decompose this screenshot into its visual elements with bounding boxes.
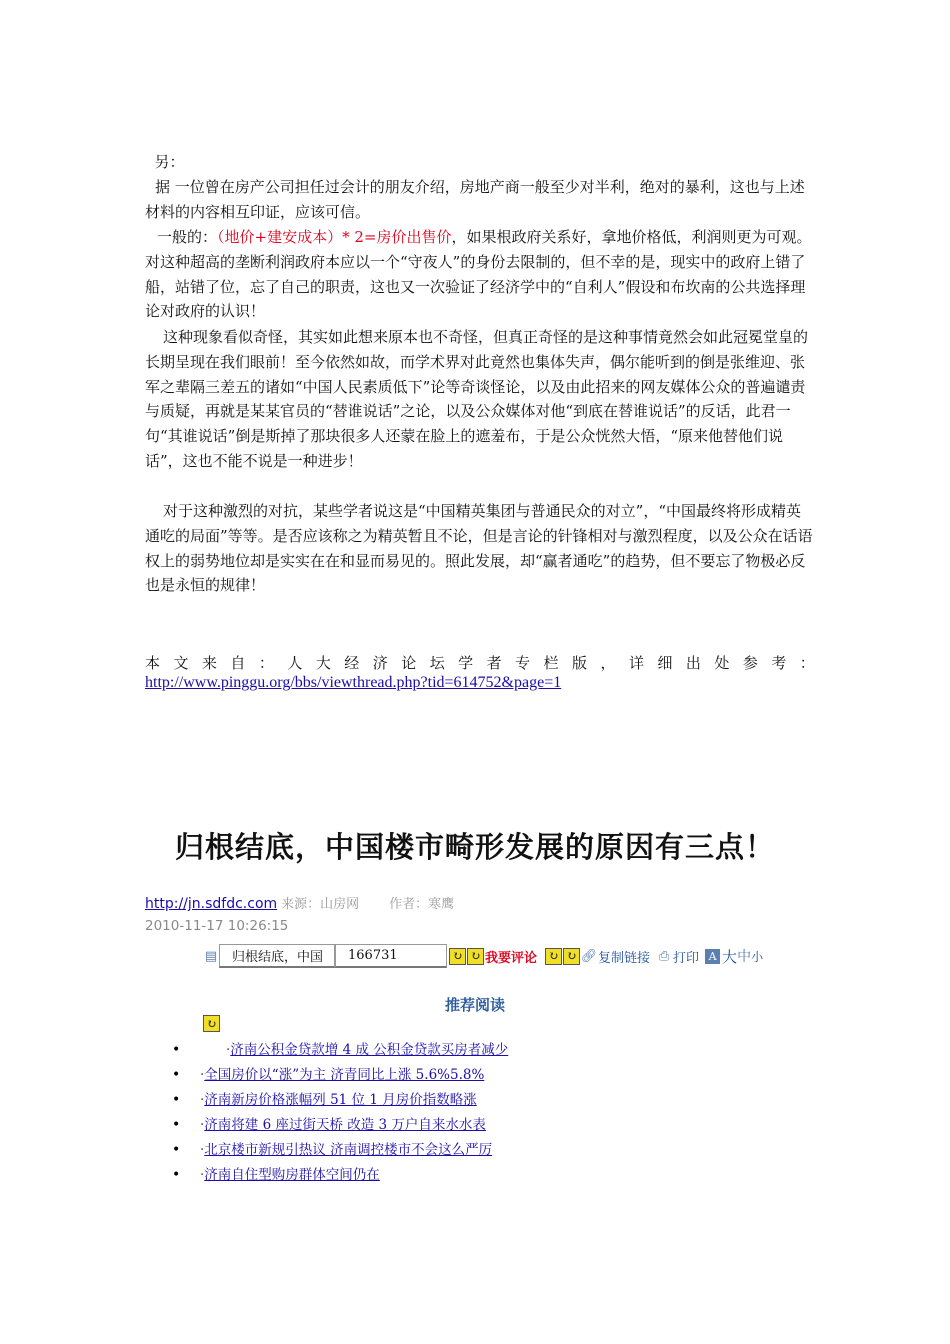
post-comment-link[interactable]: 我要评论 <box>485 950 538 966</box>
formula-red: （地价+建安成本）* 2=房价出售价 <box>217 228 452 246</box>
broken-image-icon: ↻ <box>203 1015 220 1032</box>
para-phenomenon: 这种现象看似奇怪，其实如此想来原本也不奇怪，但真正奇怪的是这种事情竟然会如此冠冕堂皇的长期呈现在我们眼前！至今依然如故，而学术界对此竟然也集体失声，偶尔能听到的倒是张维迎、张军之辈隔三差五的诸如“中国人民素质低下”论等奇谈怪论，以及由此招来的网友媒体公众的普遍谴责与质疑，再就是某某官员的“替谁说话”之论，以及公众媒体对他“到底在替谁说话”的反话，此君一句“其谁说话”倒是斯掉了那块很多人还蒙在脸上的遮羞布，于是公众恍然大悟，“原来他替他们说话”，这也不能不说是一种进步！ <box>145 328 809 470</box>
bullet-icon: • <box>172 1167 181 1183</box>
font-large-button[interactable]: 大 <box>722 947 738 966</box>
source-char: 自 <box>230 654 246 672</box>
formula-lead: 一般的： <box>157 228 218 246</box>
broken-image-icon: ↻ <box>449 948 466 965</box>
source-char: ： <box>799 654 815 672</box>
source-char: ， <box>600 654 616 672</box>
source-char: 坛 <box>429 654 445 672</box>
para-accountant: 据 一位曾在房产公司担任过会计的朋友介绍，房地产商一般至少对半利，绝对的暴利，这也与上述材料的内容相互印证，应该可信。 <box>145 178 805 221</box>
source-char: 出 <box>685 654 701 672</box>
source-url-link[interactable]: http://www.pinggu.org/bbs/viewthread.php?tid=614752&page=1 <box>145 674 562 691</box>
broken-image-icon: ↻ <box>563 948 580 965</box>
bullet-icon: • <box>172 1042 181 1058</box>
para-formula <box>145 225 813 324</box>
source-char: 来 <box>201 654 217 672</box>
article-meta <box>145 893 454 912</box>
source-char: 者 <box>486 654 502 672</box>
source-char: ： <box>258 654 274 672</box>
print-button[interactable]: 打印 <box>673 950 700 966</box>
recommended-link[interactable]: 济南将建 6 座过街天桥 改造 3 万户自来水水表 <box>204 1117 486 1133</box>
recommended-link[interactable]: 济南新房价格涨幅列 51 位 1 月房价指数略涨 <box>204 1092 477 1108</box>
copy-link-button[interactable]: 复制链接 <box>598 950 651 966</box>
article-headline: 归根结底，中国楼市畸形发展的原因有三点！ <box>174 830 775 864</box>
broken-image-icon: ↻ <box>467 948 484 965</box>
source-char: 栏 <box>543 654 559 672</box>
para-confrontation: 对于这种激烈的对抗，某些学者说这是“中国精英集团与普通民众的对立”，“中国最终将形成精英通吃的局面”等等。是否应该称之为精英暂且不论，但是言论的针锋相对与激烈程度，以及公众在话语权上的弱势地位却是实实在在和显而易见的。照此发展，却“赢者通吃”的趋势，但不要忘了物极必反也是永恒的规律！ <box>145 502 813 595</box>
document-page: 另： 据 一位曾在房产公司担任过会计的朋友介绍，房地产商一般至少对半利，绝对的暴利，这也与上述材料的内容相互印证，应该可信。 一般的：（地价+建安成本）* 2=房价出售价，如果根政府关系好，拿地价格低，利润则更为可观。对这种超高的垄断利润政府本应以一个“守夜人”的身份去限制的，但不幸的是，现实中的政府上错了船，站错了位，忘了自己的职责，这也又一次验证了经济学中的“自利人”假设和布坎南的公共选择理论对政府的认识！ 这种现象看似奇怪，其实如此想来原本也不奇怪，但真正奇怪的是这种事情竟然会如此冠冕堂皇的长期呈现在我们眼前！至今依然如故，而学术界对此竟然也集体失声，偶尔能听到的倒是张维迎、张军之辈隔三差五的诸如“中国人民素质低下”论等奇谈怪论，以及由此招来的网友媒体公众的普遍谴责与质疑，再就是某某官员的“替谁说话”之论，以及公众媒体对他“到底在替谁说话”的反话，此君一句“其谁说话”倒是斯掉了那块很多人还蒙在脸上的遮羞布，于是公众恍然大悟，“原来他替他们说话”，这也不能不说是一种进步！ 对于这种激烈的对抗，某些学者说这是“中国精英集团与普通民众的对立”，“中国最终将形成精英通吃的局面”等等。是否应该称之为精英暂且不论，但是言论的针锋相对与激烈程度，以及公众在话语权上的弱势地位却是实实在在和显而易见的。照此发展，却“赢者通吃”的趋势，但不要忘了物极必反也是永恒的规律！ 本 文 来 自 ： 人 大 经 济 论 坛 学 者 专 栏 版 ， 详 细 出 处 参 考 ： http://www.pinggu.org/bbs/viewthread.php?tid=614752&page=1 归根结底，中国楼市畸形发展的原因有三点！ http://jn.sdfdc.com 来源：山房网 作者：寒鹰 2010-11-17 10:26:15 ▤ 归根结底，中国 166731 ↻ ↻ 我要评论 ↻ ↻ 🔗︎ 复制链接 ⎙ 打印 A 大 中 小 推荐阅读 ↻ • ·济南公积金贷款增 4 成 公积金贷款买房者减少 • ·全国房价以“涨”为主 济青同比上涨 5.6%5.8% • ·济南新房价格涨幅列 51 位 1 月房价指数略涨 • ·济南将建 6 座过街天桥 改造 3 万户自来水水表 • ·北京楼市新规引热议 济南调控楼市不会这么严厉 • ·济南自住型购房群体空间仍在 <box>0 0 950 1344</box>
link-icon: 🔗︎ <box>580 948 598 964</box>
formula-rest: ，如果根政府关系好，拿地价格低，利润则更为可观。对这种超高的垄断利润政府本应以一个“守夜人”的身份去限制的，但不幸的是，现实中的政府上错了船，站错了位，忘了自己的职责，这也又一次验证了经济学中的“自利人”假设和布坎南的公共选择理论对政府的认识！ <box>145 228 812 321</box>
source-label: 来源：山房网 <box>281 897 360 912</box>
recommended-link[interactable]: 济南公积金贷款增 4 成 公积金贷款买房者减少 <box>230 1042 509 1058</box>
para-note <box>145 150 813 175</box>
site-link[interactable]: http://jn.sdfdc.com <box>145 896 278 912</box>
source-char: 考 <box>771 654 787 672</box>
source-attribution <box>145 651 815 675</box>
font-size-icon: A <box>705 949 720 964</box>
article-id-field[interactable]: 166731 <box>335 944 447 968</box>
source-char: 大 <box>315 654 331 672</box>
source-char: 文 <box>173 654 189 672</box>
printer-icon: ⎙ <box>658 948 670 964</box>
source-char: 详 <box>628 654 644 672</box>
recommended-link[interactable]: 济南自住型购房群体空间仍在 <box>204 1167 380 1183</box>
recommended-link[interactable]: 全国房价以“涨”为主 济青同比上涨 5.6%5.8% <box>204 1067 485 1083</box>
source-char: 细 <box>657 654 673 672</box>
source-char: 学 <box>458 654 474 672</box>
author-label: 作者：寒鹰 <box>389 897 455 912</box>
source-char: 处 <box>714 654 730 672</box>
para-note-text: 另： <box>154 153 185 171</box>
font-medium-button[interactable]: 中 <box>737 949 752 965</box>
source-char: 本 <box>145 654 161 672</box>
source-char: 版 <box>572 654 588 672</box>
bullet-icon: • <box>172 1067 181 1083</box>
broken-image-icon: ↻ <box>545 948 562 965</box>
source-char: 人 <box>287 654 303 672</box>
source-char: 论 <box>401 654 417 672</box>
recommended-link[interactable]: 北京楼市新规引热议 济南调控楼市不会这么严厉 <box>204 1142 493 1158</box>
publish-datetime: 2010-11-17 10:26:15 <box>145 918 289 934</box>
bullet-icon: • <box>172 1142 181 1158</box>
comment-bubble-icon: ▤ <box>204 948 218 964</box>
source-char: 经 <box>344 654 360 672</box>
source-char: 济 <box>372 654 388 672</box>
recommended-heading: 推荐阅读 <box>444 996 505 1014</box>
article-toolbar <box>203 941 763 971</box>
source-char: 参 <box>742 654 758 672</box>
title-field[interactable]: 归根结底，中国 <box>219 944 335 968</box>
source-char: 专 <box>515 654 531 672</box>
bullet-icon: • <box>172 1117 181 1133</box>
bullet-icon: • <box>172 1092 181 1108</box>
font-small-button[interactable]: 小 <box>751 949 764 964</box>
